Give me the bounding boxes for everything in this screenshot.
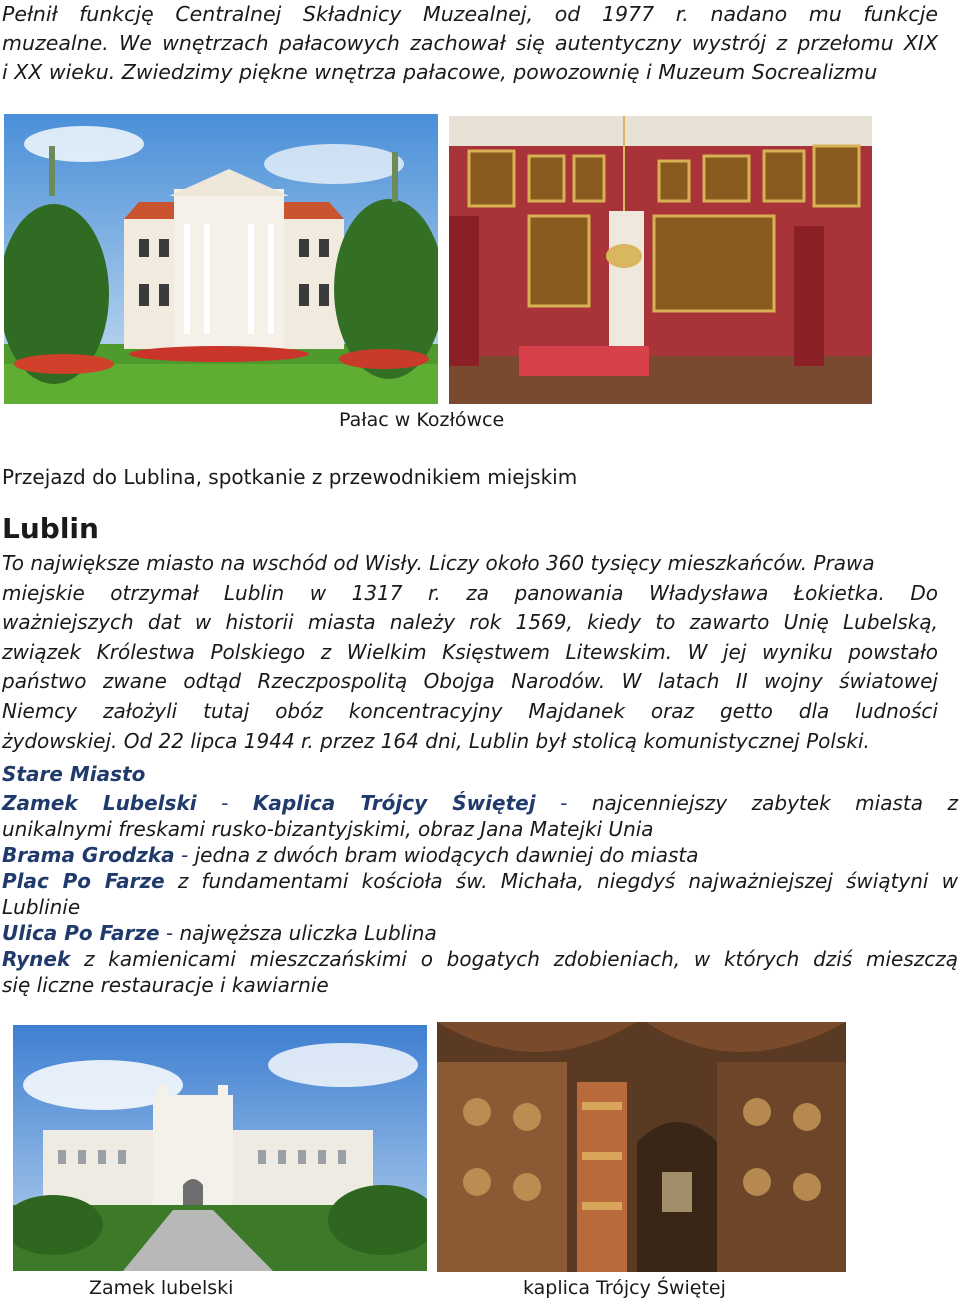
old-town-item-gate xyxy=(2,842,958,868)
old-town-title: Stare Miasto xyxy=(2,762,146,786)
kozlowka-palace-exterior-photo xyxy=(4,114,438,404)
caption-kozlowka: Pałac w Kozłówce xyxy=(339,409,505,431)
intro-line-2: muzealne. We wnętrzach pałacowych zachował się autentyczny wystrój z przełomu XIX xyxy=(2,31,938,55)
item-separator: - xyxy=(174,843,195,867)
item-description: z fundamentami kościoła św. Michała, niegdyś najważniejszej świątyni w xyxy=(164,869,959,893)
lublin-line-6: Niemcy założyli tutaj obóz koncentracyjny Majdanek oraz getto dla ludności xyxy=(2,699,938,723)
lublin-line-4: związek Królestwa Polskiego z Wielkim Księstwem Litewskim. W jej wyniku powstało xyxy=(2,640,938,664)
item-name: Ulica Po Farze xyxy=(2,921,160,945)
old-town-item-market-cont: się liczne restauracje i kawiarnie xyxy=(2,973,329,997)
old-town-item-square-cont: Lublinie xyxy=(2,895,81,919)
lublin-heading: Lublin xyxy=(2,512,99,545)
item-separator: - xyxy=(159,921,180,945)
item-separator: - xyxy=(196,791,253,815)
old-town-item-castle xyxy=(2,790,958,816)
item-description: najwęższa uliczka Lublina xyxy=(179,921,437,945)
item-name: Brama Grodzka xyxy=(2,843,175,867)
item-name-2: Kaplica Trójcy Świętej xyxy=(252,791,536,815)
item-description: najcenniejszy zabytek miasta z xyxy=(591,791,958,815)
item-name: Plac Po Farze xyxy=(2,869,165,893)
lublin-line-2: miejskie otrzymał Lublin w 1317 r. za panowania Władysława Łokietka. Do xyxy=(2,581,938,605)
old-town-item-castle-cont: unikalnymi freskami rusko-bizantyjskimi, obraz Jana Matejki Unia xyxy=(2,817,654,841)
transfer-text: Przejazd do Lublina, spotkanie z przewodnikiem miejskim xyxy=(2,465,578,489)
old-town-item-market xyxy=(2,946,958,972)
caption-lublin-castle: Zamek lubelski xyxy=(89,1277,234,1299)
lublin-line-1: To największe miasto na wschód od Wisły. Liczy około 360 tysięcy mieszkańców. Prawa xyxy=(2,551,875,575)
item-separator-2: - xyxy=(535,791,592,815)
lublin-line-5: państwo zwane odtąd Rzeczpospolitą Obojga Narodów. W latach II wojny światowej xyxy=(2,669,938,693)
intro-line-1: Pełnił funkcję Centralnej Składnicy Muzealnej, od 1977 r. nadano mu funkcje xyxy=(2,2,938,26)
lublin-castle-photo xyxy=(13,1025,427,1271)
item-description: jedna z dwóch bram wiodących dawniej do miasta xyxy=(194,843,699,867)
holy-trinity-chapel-photo xyxy=(437,1022,846,1272)
kozlowka-palace-interior-photo xyxy=(449,116,872,404)
item-description: z kamienicami mieszczańskimi o bogatych zdobieniach, w których dziś mieszczą xyxy=(70,947,958,971)
lublin-line-7: żydowskiej. Od 22 lipca 1944 r. przez 164 dni, Lublin był stolicą komunistycznej Polski. xyxy=(2,729,870,753)
caption-chapel: kaplica Trójcy Świętej xyxy=(523,1277,726,1299)
old-town-item-street xyxy=(2,920,958,946)
intro-line-3: i XX wieku. Zwiedzimy piękne wnętrza pałacowe, powozownię i Muzeum Socrealizmu xyxy=(2,60,878,84)
old-town-item-square xyxy=(2,868,958,894)
lublin-line-3: ważniejszych dat w historii miasta należy rok 1569, kiedy to zawarto Unię Lubelską, xyxy=(2,610,938,634)
item-name: Rynek xyxy=(2,947,71,971)
item-name: Zamek Lubelski xyxy=(2,791,197,815)
